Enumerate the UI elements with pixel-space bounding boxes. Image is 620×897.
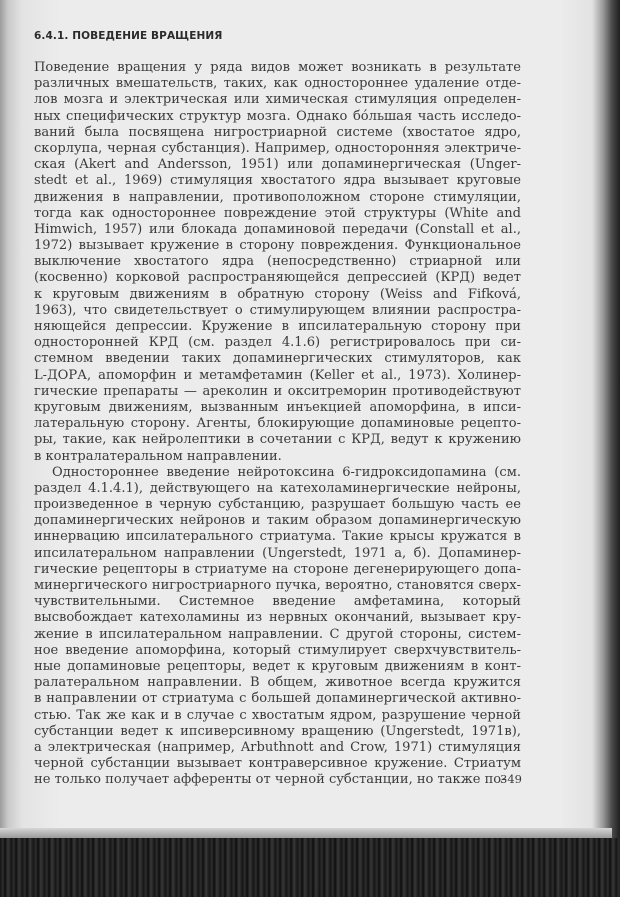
text-line: в контралатеральном направлении. (34, 448, 282, 464)
text-line: 1972) вызывает кружение в сторону повреждения. Функциональное (34, 238, 521, 254)
text-line: ных специфических структур мозга. Однако бóльшая часть исследо- (34, 108, 521, 124)
text-line: Поведение вращения у ряда видов может возникать в результате (34, 60, 521, 75)
text-line: скорлупа, черная субстанция). Например, односторонняя электриче- (34, 140, 521, 156)
text-line: высвобождает катехоламины из нервных окончаний, вызывает кру- (34, 610, 521, 626)
text-line: движения в направлении, противоположном стороне стимуляции, (34, 189, 521, 205)
text-line: L-ДОРА, апоморфин и метамфетамин (Keller et al., 1973). Холинер- (34, 367, 521, 383)
text-line: латеральную сторону. Агенты, блокирующие допаминовые рецепто- (34, 416, 521, 432)
text-line: иннервацию ипсилатерального стриатума. Такие крысы кружатся в (34, 529, 521, 545)
text-line: ипсилатеральном направлении (Ungerstedt, 1971 а, б). Допаминер- (34, 545, 521, 561)
text-line: ская (Akert and Andersson, 1951) или допаминергическая (Unger- (34, 157, 521, 173)
text-line: няющейся депрессии. Кружение в ипсилатеральную сторону при (34, 319, 521, 334)
text-line: жение в ипсилатеральном направлении. С другой стороны, систем- (34, 626, 521, 642)
text-line: стемном введении таких допаминергических стимуляторов, как (34, 351, 521, 367)
text-line: раздел 4.1.4.1), действующего на катехоламинергические нейроны, (34, 480, 521, 496)
text-line: ры, такие, как нейролептики в сочетании с КРД, ведут к кружению (34, 432, 521, 448)
text-line: различных вмешательств, таких, как одностороннее удаление отде- (34, 76, 521, 92)
text-line: гические препараты — ареколин и окситреморин противодействуют (34, 383, 521, 399)
body-text (34, 60, 521, 788)
text-line: допаминергических нейронов и таким образом допаминергическую (34, 513, 521, 529)
text-line: Одностороннее введение нейротоксина 6-гидроксидопамина (см. (52, 464, 521, 480)
text-line: тогда как одностороннее повреждение этой структуры (White and (34, 205, 521, 221)
text-line: stedt et al., 1969) стимуляция хвостатого ядра вызывает круговые (34, 173, 521, 189)
text-line: гические рецепторы в стриатуме на стороне дегенерирующего допа- (34, 561, 521, 577)
paragraph (34, 60, 521, 465)
text-line: ралатеральном направлении. В общем, животное всегда кружится (34, 675, 521, 691)
text-line: Himwich, 1957) или блокада допаминовой передачи (Constall et al., (34, 221, 521, 237)
text-line: 1963), что свидетельствует о стимулирующем влиянии распростра- (34, 302, 521, 318)
text-line: в направлении от стриатума с большей допаминергической активно- (34, 691, 521, 707)
text-line: субстанции ведет к ипсиверсивному вращению (Ungerstedt, 1971в), (34, 723, 521, 739)
text-line: черной субстанции вызывает контраверсивное кружение. Стриатум (34, 756, 521, 772)
text-line: минергического нигростриарного пучка, вероятно, становятся сверх- (34, 578, 521, 593)
text-line: а электрическая (например, Arbuthnott and Crow, 1971) стимуляция (34, 739, 521, 755)
text-line: ное введение апоморфина, который стимулирует сверхчувствитель- (34, 642, 521, 658)
text-line: односторонней КРД (см. раздел 4.1.6) регистрировалось при си- (34, 335, 521, 351)
text-line: (косвенно) корковой распространяющейся депрессией (КРД) ведет (34, 270, 521, 286)
section-heading: 6.4.1. ПОВЕДЕНИЕ ВРАЩЕНИЯ (34, 30, 223, 42)
text-line: выключение хвостатого ядра (непосредственно) стриарной или (34, 254, 521, 270)
text-line: произведенное в черную субстанцию, разрушает большую часть ее (34, 497, 521, 513)
text-line: ные допаминовые рецепторы, ведет к круговым движениям в конт- (34, 658, 521, 674)
text-line: к круговым движениям в обратную сторону (Weiss and Fifková, (34, 286, 521, 302)
text-line: лов мозга и электрическая или химическая стимуляция определен- (34, 92, 521, 108)
paragraph (34, 465, 521, 789)
text-line: ваний была посвящена нигростриарной системе (хвостатое ядро, (34, 124, 521, 140)
text-line: чувствительными. Системное введение амфетамина, который (34, 594, 521, 610)
scanner-background (0, 838, 620, 897)
page-number: 349 (500, 772, 522, 786)
text-line: не только получает афференты от черной субстанции, но также по- (34, 772, 506, 788)
text-line: стью. Так же как и в случае с хвостатым ядром, разрушение черной (34, 707, 521, 723)
text-line: круговым движениям, вызванным инъекцией апоморфина, в ипси- (34, 399, 521, 415)
